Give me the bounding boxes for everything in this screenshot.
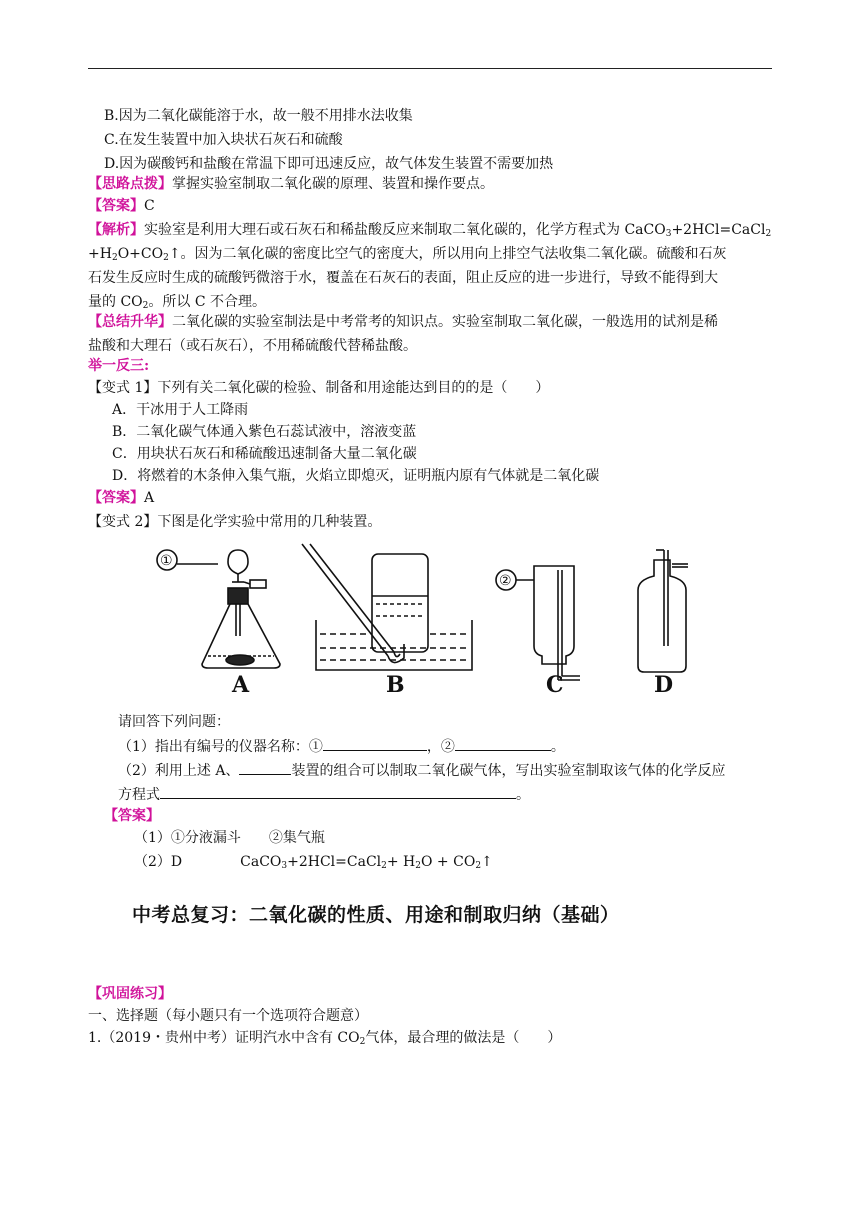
question-1-pre: 1.（2019・贵州中考）证明汽水中含有 CO <box>88 1030 360 1046</box>
part-one-heading: 一、选择题（每小题只有一个选项符合题意） <box>88 1008 368 1024</box>
option-b: B.因为二氧化碳能溶于水，故一般不用排水法收集 <box>104 108 413 124</box>
fig-label-c: C <box>546 672 564 696</box>
answer-blank-1[interactable] <box>323 736 427 751</box>
answer-blank-4[interactable] <box>160 784 516 799</box>
var2-answer-2-pre: （2）D <box>134 854 183 870</box>
var2-q2-eq-label: 方程式 <box>118 787 160 803</box>
silu-line <box>88 174 494 194</box>
jiexi-label: 【解析】 <box>88 222 144 238</box>
apparatus-a <box>157 550 280 668</box>
var2-answer-2: （2）D CaCO$_3$+2HCl=CaCl$_2$+ $H_2O$ + $CO_2↑$ <box>134 854 493 871</box>
var1-option-c: C．用块状石灰石和稀硫酸迅速制备大量二氧化碳 <box>112 446 417 462</box>
apparatus-b <box>302 544 472 670</box>
var2-stem: 【变式 2】下图是化学实验中常用的几种装置。 <box>88 514 382 530</box>
apparatus-figure <box>142 536 718 696</box>
jiexi-text-4b: 。所以 C 不合理。 <box>148 294 266 310</box>
fig-mark-2: ② <box>499 573 512 589</box>
var1-option-d: D．将燃着的木条伸入集气瓶，火焰立即熄灭，证明瓶内原有气体就是二氧化碳 <box>112 468 600 484</box>
jiexi-text-1: 实验室是利用大理石或石灰石和稀盐酸反应来制取二氧化碳的，化学方程式为 CaCO <box>144 222 666 238</box>
answer-label: 【答案】 <box>88 198 144 214</box>
var2-q1-sep: ，② <box>426 739 455 755</box>
fig-label-d: D <box>654 672 674 696</box>
fig-label-b: B <box>386 672 405 696</box>
fig-label-a: A <box>232 672 250 696</box>
zongjie-line-1 <box>88 312 718 332</box>
fig-mark-1: ① <box>160 553 173 569</box>
answer-value: C <box>144 198 155 214</box>
var1-stem: 【变式 1】下列有关二氧化碳的检验、制备和用途能达到目的的是（ ） <box>88 380 550 396</box>
option-c: C.在发生装置中加入块状石灰石和硫酸 <box>104 132 343 148</box>
jiexi-line-1: 【解析】实验室是利用大理石或石灰石和稀盐酸反应来制取二氧化碳的，化学方程式为 CaCO$_3$+2HCl=CaCl$_2$ <box>88 222 772 239</box>
var2-answer-label <box>104 806 160 826</box>
jiexi-line-2: $+H_2O+CO_2↑$。因为二氧化碳的密度比空气的密度大，所以用向上排空气法收集二氧化碳。硫酸和石灰 <box>88 246 727 263</box>
header-rule <box>88 68 772 69</box>
var1-answer <box>88 488 154 508</box>
var1-option-a: A．干冰用于人工降雨 <box>112 402 249 418</box>
zongjie-label: 【总结升华】 <box>88 314 172 330</box>
var2-q2-end: 。 <box>516 787 530 803</box>
option-d: D.因为碳酸钙和盐酸在常温下即可迅速反应，故气体发生装置不需要加热 <box>104 156 554 172</box>
var2-q2 <box>118 760 725 780</box>
jiexi-text-2b: O+CO <box>117 246 164 262</box>
var2-prompt: 请回答下列问题： <box>118 714 230 730</box>
section-title: 中考总复习：二氧化碳的性质、用途和制取归纳（基础） <box>132 904 620 926</box>
jiexi-eq-1: +2HCl=CaCl <box>671 222 766 238</box>
eq-part-1: CaCO <box>240 854 282 870</box>
jyfs-heading: 举一反三: <box>88 358 150 374</box>
answer-line <box>88 196 155 216</box>
jiexi-text-2c: ↑。因为二氧化碳的密度比空气的密度大，所以用向上排空气法收集二氧化碳。硫酸和石灰 <box>168 246 727 262</box>
gonggu-heading: 【巩固练习】 <box>88 986 172 1002</box>
eq-part-5: ↑ <box>481 854 493 870</box>
zongjie-line-2: 盐酸和大理石（或石灰石），不用稀硫酸代替稀盐酸。 <box>88 338 417 354</box>
answer-blank-2[interactable] <box>455 736 551 751</box>
jiexi-text-2a: +H <box>88 246 112 262</box>
var2-answer-1: （1）①分液漏斗 ②集气瓶 <box>134 830 325 846</box>
var2-q2-text: （2）利用上述 A、 <box>118 763 240 779</box>
eq-part-3: + H <box>386 854 416 870</box>
silu-text: 掌握实验室制取二氧化碳的原理、装置和操作要点。 <box>172 176 494 192</box>
var1-answer-label: 【答案】 <box>88 490 144 506</box>
var2-q1 <box>118 736 565 756</box>
var2-q2-line2 <box>118 784 530 804</box>
silu-label: 【思路点拨】 <box>88 176 172 192</box>
jiexi-line-3: 石发生反应时生成的硫酸钙微溶于水，覆盖在石灰石的表面，阻止反应的进一步进行，导致不能得到大 <box>88 270 718 286</box>
zongjie-text-1: 二氧化碳的实验室制法是中考常考的知识点。实验室制取二氧化碳，一般选用的试剂是稀 <box>172 314 718 330</box>
jiexi-line-4: 量的 $CO_2$。所以 C 不合理。 <box>88 294 266 311</box>
apparatus-d <box>638 550 688 672</box>
question-1: 1.（2019・贵州中考）证明汽水中含有 $CO_2$气体，最合理的做法是（ ） <box>88 1030 562 1047</box>
var2-q2-rest: 装置的组合可以制取二氧化碳气体，写出实验室制取该气体的化学反应 <box>291 763 726 779</box>
eq-part-4: O + CO <box>421 854 476 870</box>
var2-q1-end: 。 <box>550 739 565 755</box>
jiexi-text-4a: 量的 CO <box>88 294 143 310</box>
question-1-post: 气体，最合理的做法是（ ） <box>365 1030 562 1046</box>
answer-blank-3[interactable] <box>239 760 291 775</box>
var2-answer-label-text: 【答案】 <box>104 808 160 824</box>
var2-q1-text: （1）指出有编号的仪器名称：① <box>118 739 323 755</box>
var1-option-b: B．二氧化碳气体通入紫色石蕊试液中，溶液变蓝 <box>112 424 417 440</box>
var1-answer-value: A <box>144 490 155 506</box>
eq-part-2: +2HCl=CaCl <box>287 854 382 870</box>
